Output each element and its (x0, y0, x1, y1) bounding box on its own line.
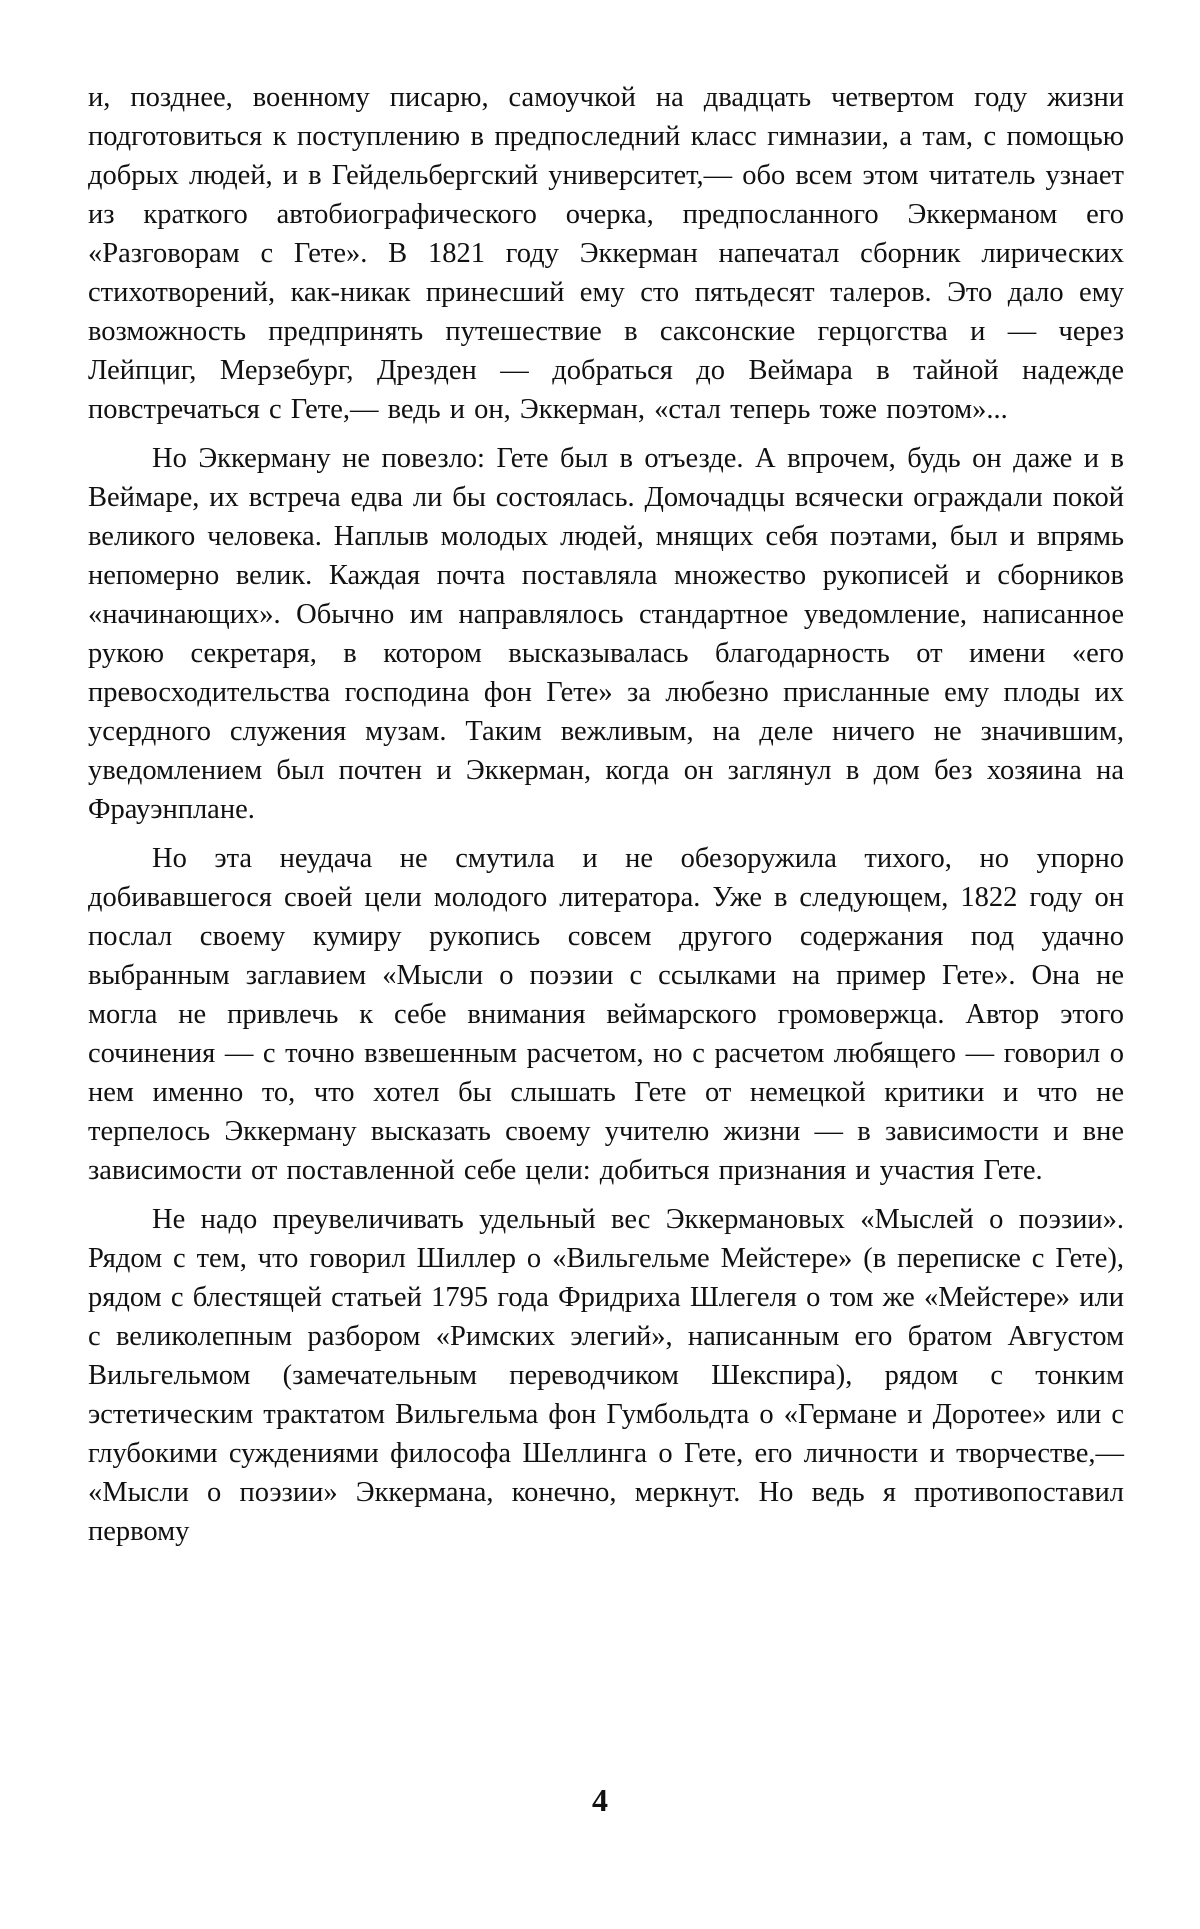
paragraph-1: и, позднее, военному писарю, самоучкой на двадцать четвертом году жизни подготовиться к поступлению в предпоследний класс гимназии, а там, с помощью добрых людей, и в Гейдельбергский университет,— обо всем этом читатель узнает из краткого автобиографического очерка, предпосланного Эккерманом его «Разговорам с Гете». В 1821 году Эккерман напечатал сборник лирических стихотворений, как-никак принесший ему сто пятьдесят талеров. Это дало ему возможность предпринять путешествие в саксонские герцогства и — через Лейпциг, Мерзебург, Дрезден — добраться до Веймара в тайной надежде повстречаться с Гете,— ведь и он, Эккерман, «стал теперь тоже поэтом»... (88, 82, 1124, 425)
paragraph-4: Не надо преувеличивать удельный вес Эккермановых «Мыслей о поэзии». Рядом с тем, что говорил Шиллер о «Вильгельме Мейстере» (в переписке с Гете), рядом с блестящей статьей 1795 года Фридриха Шлегеля о том же «Мейстере» или с великолепным разбором «Римских элегий», написанным его братом Августом Вильгельмом (замечательным переводчиком Шекспира), рядом с тонким эстетическим трактатом Вильгельма фон Гумбольдта о «Германе и Доротее» или с глубокими суждениями философа Шеллинга о Гете, его личности и творчестве,— «Мысли о поэзии» Эккермана, конечно, меркнут. Но ведь я противопоставил первому (88, 1204, 1124, 1547)
page-number: 4 (592, 1782, 608, 1818)
paragraph-3: Но эта неудача не смутила и не обезоружила тихого, но упорно добивавшегося своей цели молодого литератора. Уже в следующем, 1822 году он послал своему кумиру рукопись совсем другого содержания под удачно выбранным заглавием «Мысли о поэзии с ссылками на пример Гете». Она не могла не привлечь к себе внимания веймарского громовержца. Автор этого сочинения — с точно взвешенным расчетом, но с расчетом любящего — говорил о нем именно то, что хотел бы слышать Гете от немецкой критики и что не терпелось Эккерману высказать своему учителю жизни — в зависимости и вне зависимости от поставленной себе цели: добиться признания и участия Гете. (88, 843, 1124, 1186)
paragraph-2: Но Эккерману не повезло: Гете был в отъезде. А впрочем, будь он даже и в Веймаре, их встреча едва ли бы состоялась. Домочадцы всячески ограждали покой великого человека. Наплыв молодых людей, мнящих себя поэтами, был и впрямь непомерно велик. Каждая почта поставляла множество рукописей и сборников «начинающих». Обычно им направлялось стандартное уведомление, написанное рукою секретаря, в котором высказывалась благодарность от имени «его превосходительства господина фон Гете» за любезно присланные ему плоды их усердного служения музам. Таким вежливым, на деле ничего не значившим, уведомлением был почтен и Эккерман, когда он заглянул в дом без хозяина на Фрауэнплане. (88, 443, 1124, 825)
page-body (88, 78, 1124, 1561)
